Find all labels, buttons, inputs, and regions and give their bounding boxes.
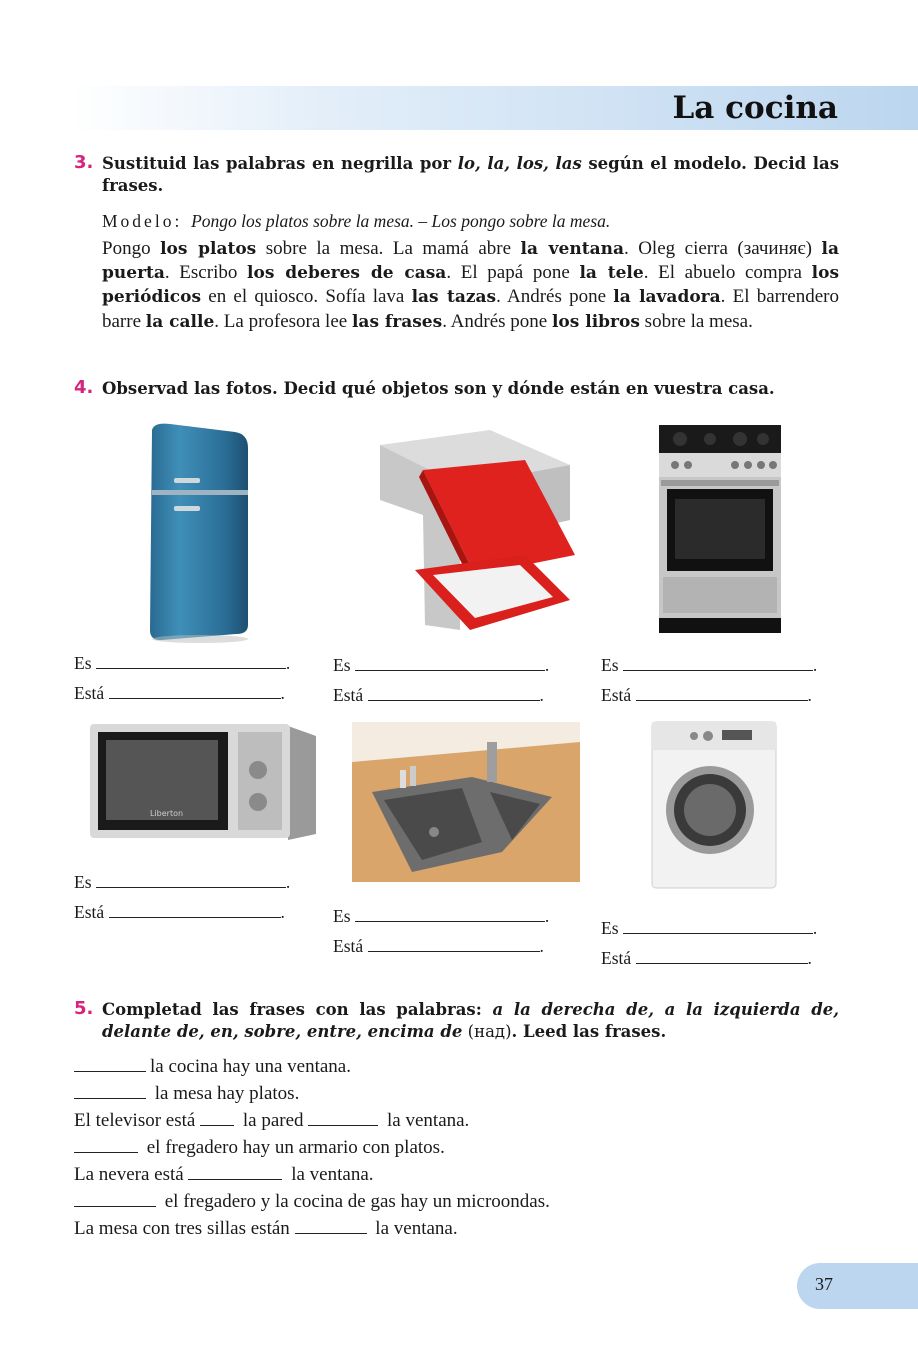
exercise-5-sentences [74, 1053, 834, 1242]
exercise-4-instruction: Observad las fotos. Decid qué objetos son y dónde están en vuestra casa. [102, 379, 775, 398]
bold-phrase: la lavadora [613, 287, 721, 308]
paragraph-text: . El barrendero barre [102, 286, 839, 332]
caption-2-es: Es . [333, 655, 550, 675]
bold-phrase: los deberes de casa [247, 263, 447, 284]
microwave-brand: Liberton [150, 809, 184, 818]
answer-blank[interactable] [200, 1108, 234, 1126]
answer-blank[interactable] [623, 656, 813, 671]
answer-blank[interactable] [355, 907, 545, 922]
stove-photo [655, 425, 785, 635]
sentence-text: La mesa con tres sillas están [74, 1218, 295, 1239]
sentence-text: el fregadero hay un armario con platos. [142, 1137, 445, 1158]
caption-5-esta: Está . [333, 936, 544, 956]
sentence-text: el fregadero y la cocina de gas hay un microondas. [160, 1191, 550, 1212]
caption-3-esta: Está . [601, 685, 812, 705]
caption-1-esta: Está . [74, 683, 285, 703]
fill-in-sentence [74, 1107, 834, 1134]
answer-blank[interactable] [368, 686, 540, 701]
exercise-3-instruction [102, 153, 839, 197]
bold-phrase: la tele [579, 263, 644, 284]
answer-blank[interactable] [188, 1162, 282, 1180]
caption-4-esta: Está . [74, 902, 285, 922]
exercise-3-paragraph [102, 237, 839, 334]
fill-in-sentence [74, 1080, 834, 1107]
ex3-instruction-b: según el modelo. Decid las frases. [102, 154, 839, 195]
paragraph-text: . Escribo [164, 262, 248, 284]
answer-blank[interactable] [368, 937, 540, 952]
page-number: 37 [815, 1274, 833, 1294]
exercise-4-number: 4. [74, 377, 94, 398]
answer-blank[interactable] [74, 1054, 146, 1072]
fridge-photo [140, 420, 255, 645]
caption-3-es: Es . [601, 655, 818, 675]
sentence-text: la ventana. [286, 1164, 374, 1185]
esta-label: Está [601, 685, 632, 705]
es-label: Es [74, 653, 92, 673]
fill-in-sentence [74, 1161, 834, 1188]
wall-cabinet-photo [375, 425, 580, 635]
paragraph-text: . La profesora lee [214, 310, 352, 332]
answer-blank[interactable] [308, 1108, 378, 1126]
paragraph-text: sobre la mesa. [639, 310, 753, 332]
answer-blank[interactable] [636, 949, 808, 964]
es-label: Es [601, 655, 619, 675]
ex5-instruction-b: . Leed las frases. [511, 1022, 667, 1041]
answer-blank[interactable] [355, 656, 545, 671]
ex5-instruction-paren: (над) [462, 1022, 512, 1041]
sink-photo [352, 722, 580, 882]
exercise-5-number: 5. [74, 998, 94, 1019]
fill-in-sentence [74, 1134, 834, 1161]
caption-2-esta: Está . [333, 685, 544, 705]
answer-blank[interactable] [109, 903, 281, 918]
answer-blank[interactable] [109, 684, 281, 699]
ex5-instruction-a: Completad las frases con las palabras: [102, 1000, 493, 1019]
sentence-text: la mesa hay platos. [150, 1083, 300, 1104]
sentence-text: la pared [238, 1110, 309, 1131]
paragraph-text: . El abuelo compra [643, 262, 812, 284]
ex5-instruction-italic: a la derecha de, a la izquierda de, delante de, en, sobre, entre, encima de [102, 1000, 839, 1041]
page-title: La cocina [672, 90, 838, 126]
answer-blank[interactable] [96, 654, 286, 669]
answer-blank[interactable] [96, 873, 286, 888]
answer-blank[interactable] [623, 919, 813, 934]
fill-in-sentence [74, 1215, 834, 1242]
bold-phrase: los platos [160, 239, 257, 259]
sentence-text: la cocina hay una ventana. [150, 1056, 351, 1077]
exercise-5-instruction [102, 999, 839, 1043]
model-text: Pongo los platos sobre la mesa. – Los pongo sobre la mesa. [191, 211, 611, 231]
esta-label: Está [333, 685, 364, 705]
es-label: Es [601, 918, 619, 938]
es-label: Es [333, 655, 351, 675]
answer-blank[interactable] [74, 1081, 146, 1099]
answer-blank[interactable] [74, 1135, 138, 1153]
microwave-photo [88, 722, 320, 844]
answer-blank[interactable] [636, 686, 808, 701]
caption-6-es: Es . [601, 918, 818, 938]
caption-5-es: Es . [333, 906, 550, 926]
answer-blank[interactable] [74, 1189, 156, 1207]
ex3-instruction-a: Sustituid las palabras en negrilla por [102, 154, 458, 173]
bold-phrase: los libros [551, 311, 640, 332]
bold-phrase: las frases [351, 311, 443, 332]
model-line [102, 209, 839, 233]
paragraph-text: sobre la mesa. La mamá abre [256, 238, 521, 259]
fill-in-sentence [74, 1053, 834, 1080]
ex3-instruction-italic: lo, la, los, las [457, 154, 582, 173]
paragraph-text: Pongo [102, 238, 161, 259]
caption-1-es: Es . [74, 653, 291, 673]
paragraph-text: . El papá pone [446, 262, 580, 284]
model-label: Modelo: [102, 211, 183, 231]
caption-6-esta: Está . [601, 948, 812, 968]
es-label: Es [74, 872, 92, 892]
paragraph-text: en el quiosco. Sofía lava [201, 286, 412, 308]
bold-phrase: las tazas [411, 287, 497, 308]
esta-label: Está [74, 683, 105, 703]
sentence-text: la ventana. [370, 1218, 458, 1239]
sentence-text: El televisor está [74, 1110, 201, 1131]
answer-blank[interactable] [295, 1216, 367, 1234]
caption-4-es: Es . [74, 872, 291, 892]
sentence-text: La nevera está [74, 1164, 189, 1185]
sentence-text: la ventana. [382, 1110, 470, 1131]
paragraph-text: . Andrés pone [442, 310, 552, 332]
bold-phrase: la puerta [102, 239, 839, 284]
fill-in-sentence [74, 1188, 834, 1215]
bold-phrase: la ventana [520, 239, 624, 259]
paragraph-text: . Andrés pone [496, 286, 614, 308]
bold-phrase: los periódicos [102, 263, 840, 308]
es-label: Es [333, 906, 351, 926]
bold-phrase: la calle [145, 311, 215, 332]
exercise-3-number: 3. [74, 152, 94, 173]
washing-machine-photo [650, 720, 780, 892]
esta-label: Está [333, 936, 364, 956]
esta-label: Está [74, 902, 105, 922]
esta-label: Está [601, 948, 632, 968]
paragraph-text: . Oleg cierra (зачиняє) [623, 238, 822, 259]
